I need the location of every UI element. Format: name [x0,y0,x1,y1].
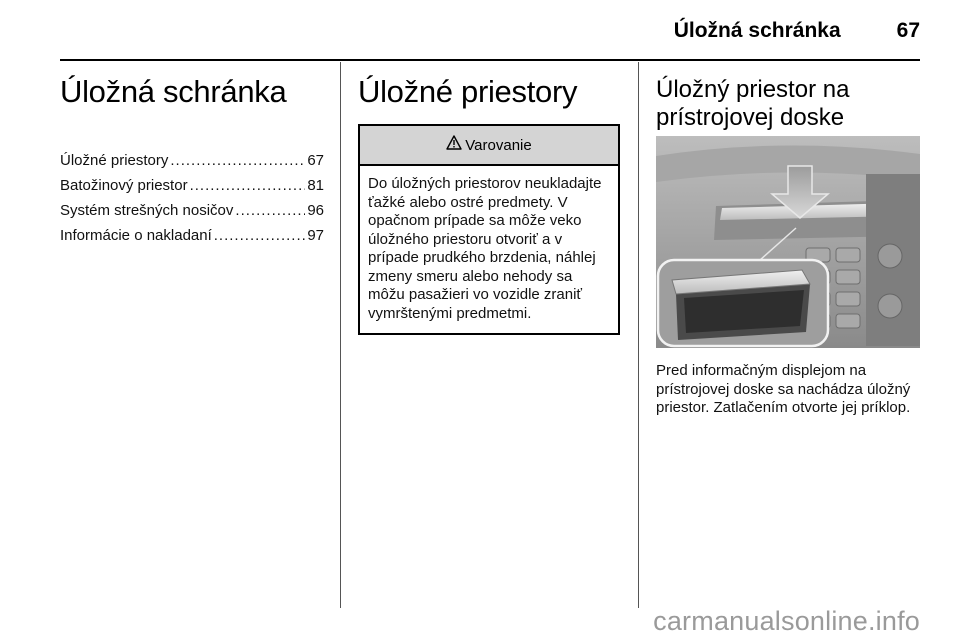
watermark: carmanualsonline.info [653,606,920,636]
table-of-contents [60,148,324,248]
chapter-title: Úložná schránka [60,74,287,109]
subsection-title: Úložný priestor na prístrojovej doske [656,76,850,131]
right-column [656,64,920,416]
toc-entry[interactable] [60,198,324,223]
toc-entry-label: Úložné priestory [60,152,169,169]
column-divider-2 [638,62,639,608]
toc-entry-page: 81 [307,177,324,194]
toc-leader-dots [235,198,305,223]
running-header [674,14,920,48]
toc-leader-dots [214,223,306,248]
toc-entry-page: 96 [307,202,324,219]
header-rule [60,59,920,61]
warning-heading: Varovanie [465,136,532,154]
toc-entry[interactable] [60,173,324,198]
warning-box [358,124,620,335]
toc-entry-label: Systém strešných nosičov [60,202,234,219]
dashboard-storage-illustration [656,136,920,348]
toc-entry[interactable] [60,148,324,173]
toc-entry-page: 67 [307,152,324,169]
toc-entry[interactable] [60,223,324,248]
running-header-title: Úložná schránka [673,19,841,42]
toc-entry-label: Informácie o nakladaní [60,227,212,244]
warning-triangle-icon [446,135,462,155]
figure-caption: Pred informačným displejom na prístrojovej doske sa nachádza úložný priestor. Zatlačením otvorte jej príklop. [656,362,911,416]
warning-text: Do úložných priestorov neukladajte ťažké alebo ostré predmety. V opačnom prípade sa môže veko úložného priestoru otvoriť a v prípade prudkého brzdenia, náhlej zmeny smeru alebo nehody sa môžu pasažieri vo vozidle zraniť vymrštenými predmetmi. [368,175,602,322]
toc-leader-dots [170,148,305,173]
toc-entry-page: 97 [307,227,324,244]
column-divider-1 [340,62,341,608]
page-number: 67 [896,19,920,42]
toc-leader-dots [190,173,306,198]
warning-header [360,126,618,166]
middle-column [358,64,622,322]
left-column [60,64,324,248]
toc-entry-label: Batožinový priestor [60,177,188,194]
section-title: Úložné priestory [358,74,578,109]
